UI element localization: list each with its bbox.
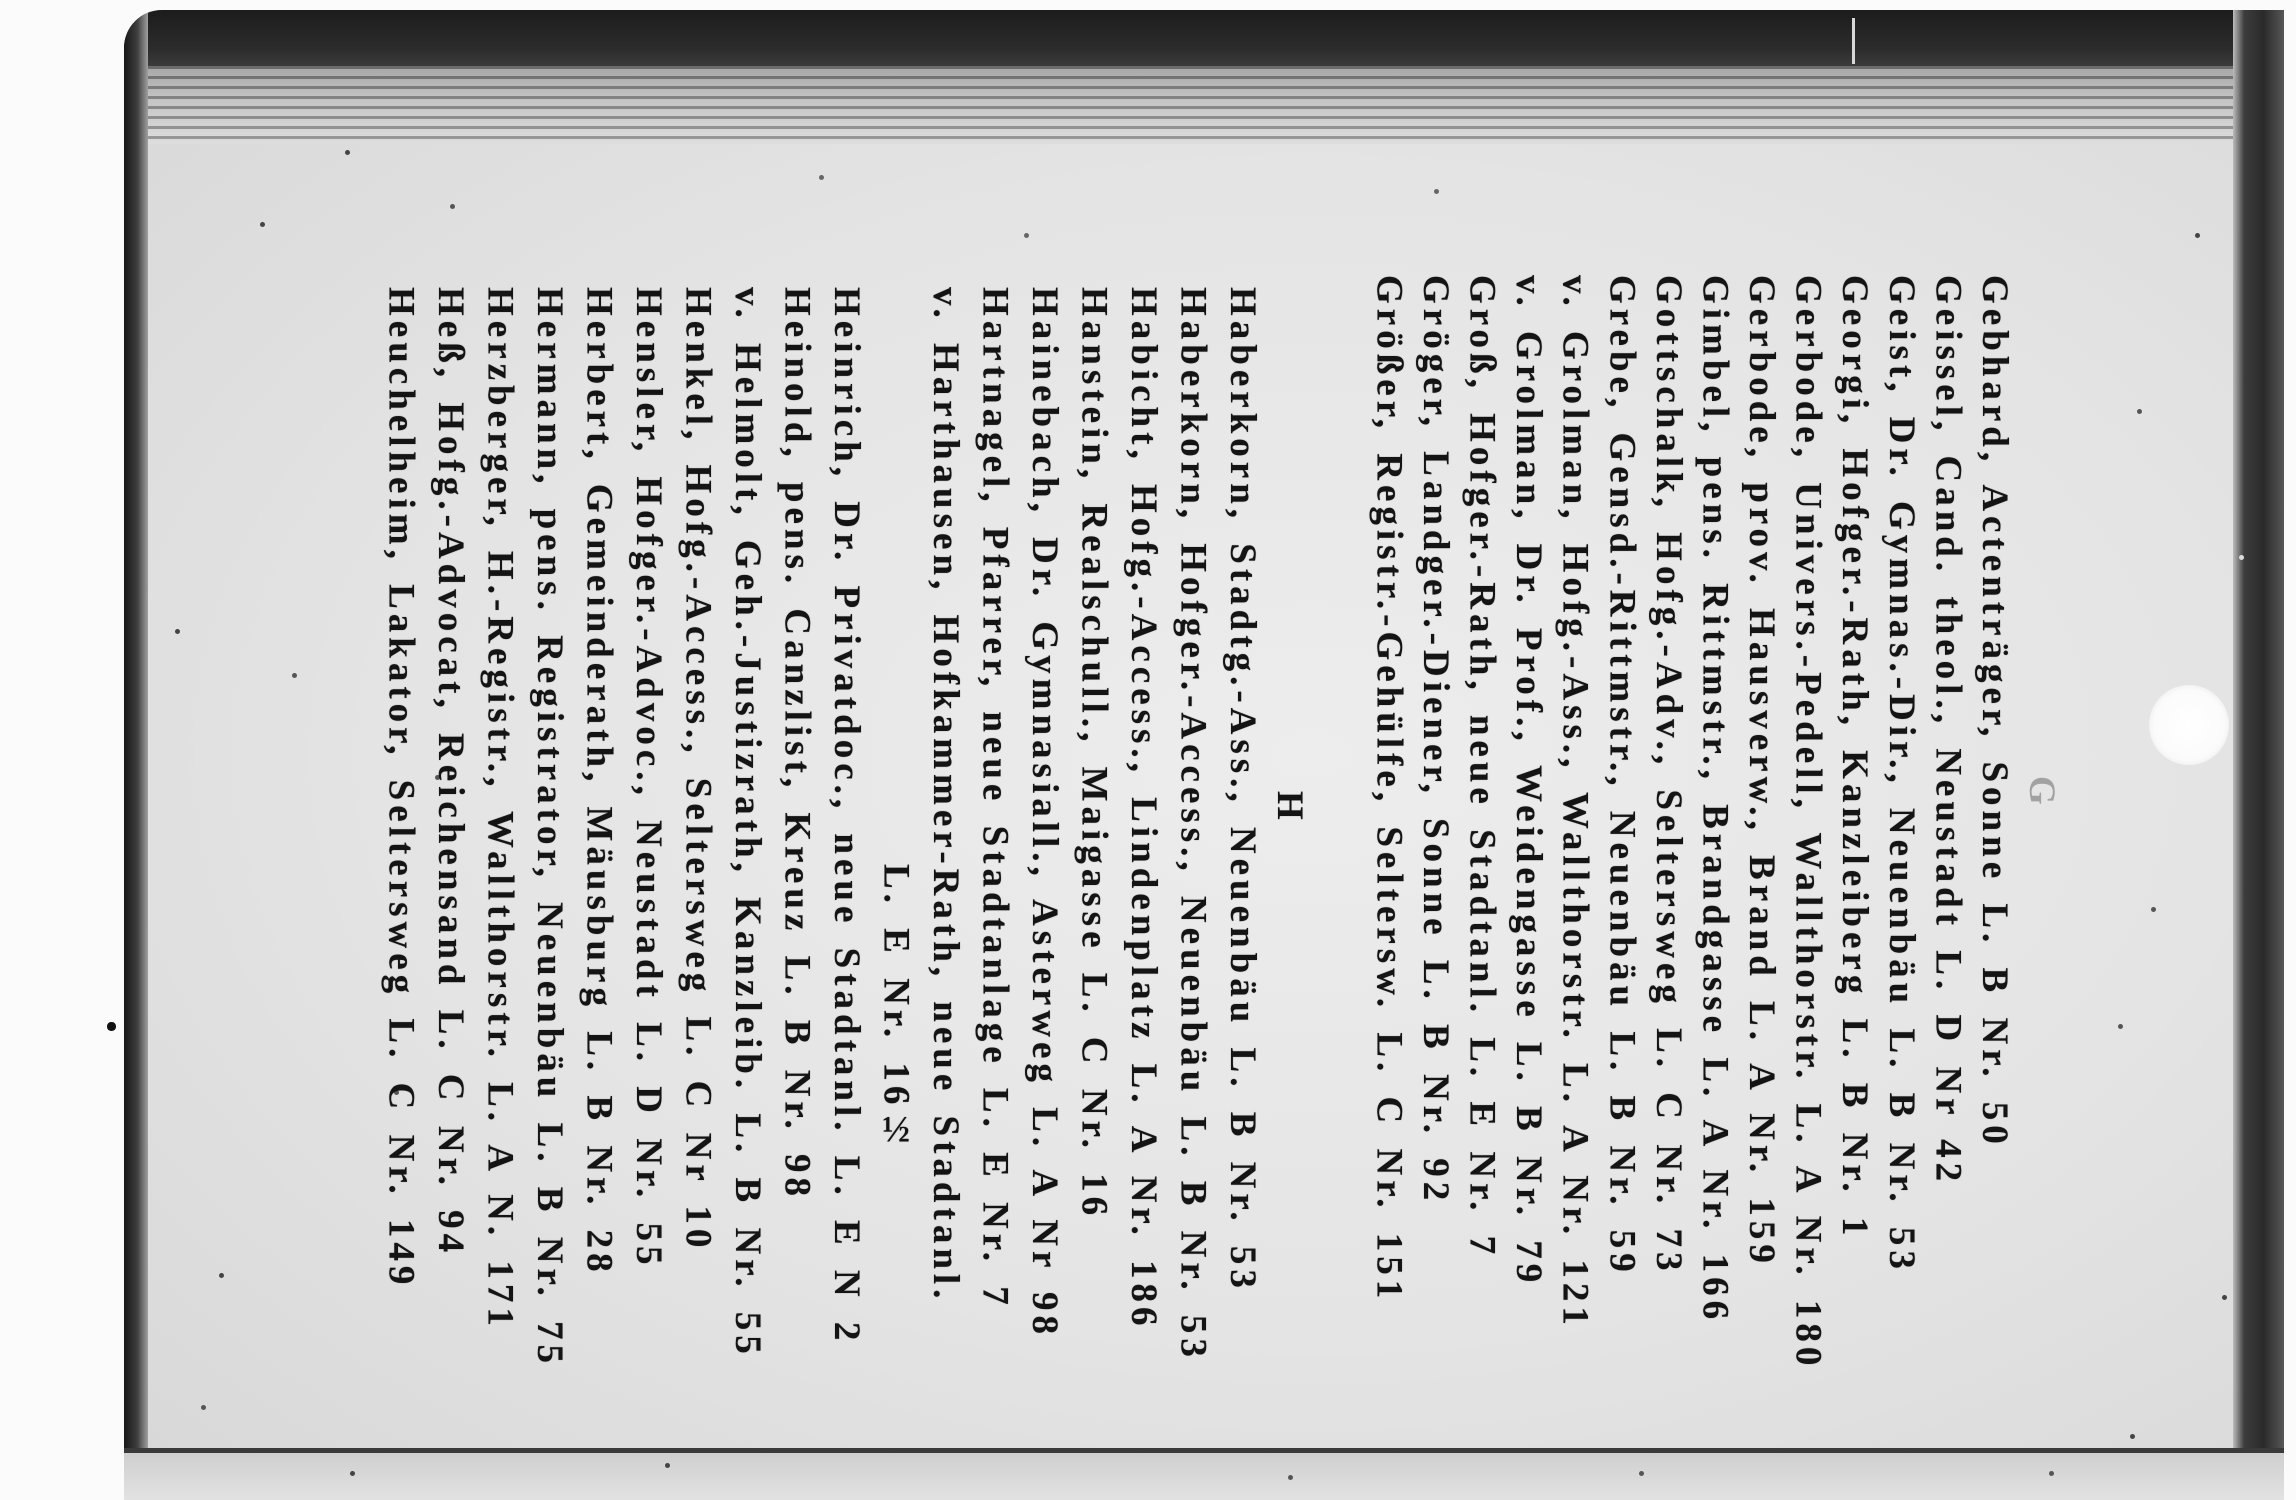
directory-entry: Hainebach, Dr. Gymnasiall., Asterweg L. A Nr 98 — [1024, 287, 1066, 1339]
directory-entry: v. Grolman, Dr. Prof., Weidengasse L. B Nr. 79 — [1508, 275, 1550, 1288]
page-right-edge — [2233, 10, 2284, 1448]
directory-entry: Haberkorn, Hofger.-Access., Neuenbäu L. B Nr. 53 — [1172, 287, 1214, 1362]
directory-entry: Gerbode, prov. Hausverw., Brand L. A Nr. 159 — [1741, 275, 1783, 1268]
page-left-edge — [124, 10, 148, 1500]
scan-noise-speckles — [0, 0, 3, 3]
directory-entry: v. Harthausen, Hofkammer-Rath, neue Stadtanl. — [925, 287, 967, 1304]
directory-entry: Habicht, Hofg.-Access., Lindenplatz L. A Nr. 186 — [1123, 287, 1165, 1331]
directory-entry: Grebe, Gensd.-Rittmstr., Neuenbäu L. B Nr. 59 — [1601, 275, 1643, 1277]
punch-hole — [2149, 685, 2229, 765]
binding-tick-mark — [1852, 18, 1855, 64]
directory-entry: v. Grolman, Hofg.-Ass., Wallthorstr. L. A Nr. 121 — [1554, 275, 1596, 1330]
section-heading-h: H — [1269, 791, 1311, 825]
page-stack-edge — [124, 66, 2284, 144]
directory-entry: Groß, Hofger.-Rath, neue Stadtanl. L. E Nr. 7 — [1461, 275, 1503, 1260]
directory-entry: v. Helmolt, Geh.-Justizrath, Kanzleib. L. B Nr. 55 — [727, 287, 769, 1359]
directory-entry: Herzberger, H.-Registr., Wallthorstr. L. A N. 171 — [479, 287, 521, 1331]
section-heading-g: G — [2021, 776, 2062, 810]
page-bottom-margin — [124, 1453, 2284, 1500]
directory-entry: Henkel, Hofg.-Access., Seltersweg L. C Nr 10 — [677, 287, 719, 1253]
directory-entry: Gottschalk, Hofg.-Adv., Seltersweg L. C Nr. 73 — [1647, 275, 1689, 1276]
directory-entry: Haberkorn, Stadtg.-Ass., Neuenbäu L. B Nr. 53 — [1222, 287, 1264, 1293]
directory-entry: Geist, Dr. Gymnas.-Dir., Neuenbäu L. B Nr. 53 — [1880, 275, 1922, 1274]
directory-entry: Hensler, Hofger.-Advoc., Neustadt L. D Nr. 55 — [628, 287, 670, 1270]
directory-entry: Hartnagel, Pfarrer, neue Stadtanlage L. E Nr. 7 — [974, 287, 1016, 1310]
directory-entry: Heuchelheim, Lakator, Seltersweg L. C Nr. 149 — [380, 287, 422, 1290]
directory-entry: Gerbode, Univers.-Pedell, Wallthorstr. L. A Nr. 180 — [1787, 275, 1829, 1371]
directory-entry: Gebhard, Actenträger, Sonne L. B Nr. 50 — [1974, 275, 2015, 1149]
directory-entry: Geissel, Cand. theol., Neustadt L. D Nr 42 — [1927, 275, 1969, 1187]
directory-entry: Herbert, Gemeinderath, Mäusburg L. B Nr. 28 — [578, 287, 620, 1277]
directory-entry-continuation: L. E Nr. 16½ — [875, 864, 917, 1156]
directory-entry: Hermann, pens. Registrator, Neuenbäu L. B Nr. 75 — [529, 287, 571, 1368]
directory-entry: Heß, Hofg.-Advocat, Reichensand L. C Nr. 94 — [430, 287, 472, 1258]
directory-entry: Hanstein, Realschull., Maigasse L. C Nr. 16 — [1073, 287, 1115, 1221]
directory-entry: Gimbel, pens. Rittmstr., Brandgasse L. A Nr. 166 — [1694, 275, 1736, 1325]
directory-entry: Größer, Registr.-Gehülfe, Seltersw. L. C Nr. 151 — [1368, 275, 1410, 1304]
directory-listing — [376, 271, 2065, 1431]
directory-entry: Gröger, Landger.-Diener, Sonne L. B Nr. 92 — [1414, 275, 1456, 1206]
directory-entry: Heinold, pens. Canzlist, Kreuz L. B Nr. 98 — [776, 287, 818, 1201]
directory-entry: Heinrich, Dr. Privatdoc., neue Stadtanl. L. E N 2 — [826, 287, 868, 1346]
directory-entry: Georgi, Hofger.-Rath, Kanzleiberg L. B Nr. 1 — [1834, 275, 1876, 1241]
binding-edge-top — [124, 10, 2284, 66]
